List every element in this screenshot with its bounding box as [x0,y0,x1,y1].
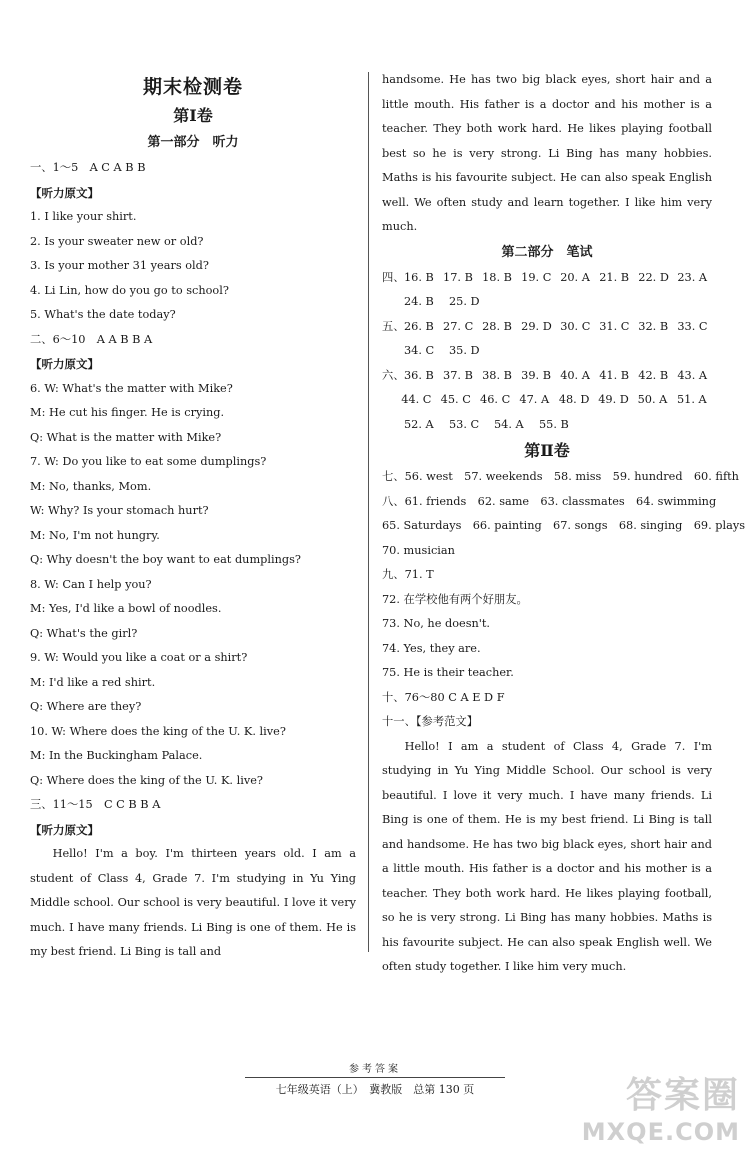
section-number [382,339,404,364]
answer-row [382,413,712,438]
answer-row [382,339,712,364]
text-line: 75. He is their teacher. [382,666,514,679]
answer-item: 41. B [599,368,630,382]
page-footer [235,1060,515,1097]
text-line: 70. musician [382,543,455,557]
text-line: 十、76～80 C A E D F [382,690,505,704]
text-line: 2. Is your sweater new or old? [30,234,204,248]
text-line: 一、1～5 A C A B B [30,161,146,174]
text-line: Q: Where are they? [30,700,142,713]
sample-essay: Hello! I am a student of Class 4, Grade 7. I'm studying in Yu Ying Middle School. Our school is very beautiful. I love it very much. I have many friends. Li Bing is one of them. He is my best friend. Li Bing is tall and handsome. He has two big black eyes, short hair and a little mouth. His father is a doctor and his mother is a teacher. They both work hard. He likes playing football, so he is very strong. Li Bing has many hobbies. Maths is his favourite subject. He can also speak English well. We often study together. I like him very much. [382,739,712,973]
answer-item: 29. D [521,319,552,333]
volume-one-heading: 第Ⅰ卷 [173,106,213,125]
watermark-text: 答案圈 [625,1075,740,1116]
text-line: 1. I like your shirt. [30,210,137,223]
text-line: 十一、【参考范文】 [382,715,479,728]
multiple-choice-answers [382,266,712,438]
watermark-logo [582,1067,740,1146]
footer-label: 参考答案 [349,1064,401,1075]
answer-item: 35. D [449,344,480,357]
answer-item: 55. B [539,417,569,431]
answer-item: 21. B [599,270,630,284]
section-number: 六、 [382,368,405,382]
text-line: 七、56. west 57. weekends 58. miss 59. hundred 60. fifth [382,470,739,483]
answer-item: 45. C [440,393,471,406]
text-line: 7. W: Do you like to eat some dumplings? [30,455,267,468]
text-line: Q: Where does the king of the U. K. live? [30,773,263,787]
answer-item: 54. A [494,417,524,431]
text-line: M: He cut his finger. He is crying. [30,406,225,419]
answer-item: 53. C [449,417,480,431]
watermark-url: MXQE.COM [581,1118,740,1146]
answer-item: 20. A [560,270,590,284]
text-line: 八、61. friends 62. same 63. classmates 64. swimming [382,494,717,508]
footer-page-info: 七年级英语（上） 冀教版 总第 130 页 [275,1083,475,1096]
answer-item: 18. B [482,270,512,284]
answer-item: 32. B [638,319,669,333]
text-line: 3. Is your mother 31 years old? [30,259,209,272]
text-line: 74. Yes, they are. [382,641,481,655]
section-number [382,413,404,438]
text-line: M: No, thanks, Mom. [30,479,152,493]
volume-two-heading: 第Ⅱ卷 [524,441,570,460]
exam-title: 期末检测卷 [142,76,243,98]
answer-item: 26. B [404,319,434,333]
written-answers [382,465,746,735]
section-number [382,388,401,413]
text-line: Q: What's the girl? [30,626,138,640]
answer-item: 40. A [560,368,590,382]
answer-item: 42. B [638,368,669,382]
listening-section-heading: 第一部分 听力 [147,135,239,150]
section-number: 五、 [382,319,405,333]
answer-row [382,388,712,413]
answer-item: 37. B [443,368,473,382]
text-line: 【听力原文】 [30,357,99,371]
answer-item: 33. C [677,319,708,333]
answer-item: 39. B [521,368,551,382]
written-section-heading: 第二部分 笔试 [501,244,593,260]
answer-item: 27. C [443,319,474,333]
text-line: 【听力原文】 [30,822,99,837]
answer-item: 30. C [560,319,591,333]
text-line: Q: What is the matter with Mike? [30,430,222,444]
answer-item: 31. C [599,319,630,333]
answer-item: 43. A [677,368,708,382]
answer-item: 38. B [482,368,512,382]
answer-row [382,315,712,340]
answer-item: 48. D [558,393,590,406]
text-line: 【听力原文】 [30,185,99,200]
text-line: 73. No, he doesn't. [382,617,491,630]
text-line: 4. Li Lin, how do you go to school? [30,283,229,297]
text-line: 8. W: Can I help you? [30,577,152,591]
text-line: 九、71. T [382,568,434,581]
answer-item: 16. B [404,270,434,284]
text-line: 10. W: Where does the king of the U. K. live? [30,724,286,738]
listening-passage-continued: handsome. He has two big black eyes, short hair and a little mouth. His father is a doctor and his mother is a teacher. They both work hard. He likes playing football best so he is very strong. Li Bing has many hobbies. Maths is his favourite subject. He can also speak English well. We often study and learn together. I like him very much. [382,73,712,233]
answer-item: 44. C [401,393,432,406]
text-line: 二、6～10 A A B B A [30,332,153,346]
answer-item: 17. B [443,270,473,284]
answer-row [382,266,712,291]
answer-item: 22. D [638,270,669,284]
left-column [30,68,356,965]
answer-item: 51. A [676,393,707,406]
answer-item: 36. B [404,368,434,382]
listening-passage: Hello! I'm a boy. I'm thirteen years old. I am a student of Class 4, Grade 7. I'm studying in Yu Ying Middle school. Our school is very beautiful. I love it very much. I have many friends. Li Bing is one of them. He is my best friend. Li Bing is tall and [30,847,356,958]
section-number: 四、 [382,270,405,284]
answer-item: 34. C [404,344,435,357]
answer-item: 47. A [519,393,550,406]
text-line: M: No, I'm not hungry. [30,528,160,542]
column-divider [368,72,369,952]
answer-item: 23. A [677,270,708,284]
answer-row [382,364,712,389]
answer-item: 19. C [521,270,552,284]
listening-answers [30,156,356,842]
text-line: M: In the Buckingham Palace. [30,749,203,762]
text-line: Q: Why doesn't the boy want to eat dumplings? [30,553,301,566]
text-line: 65. Saturdays 66. painting 67. songs 68. singing 69. plays [382,519,746,532]
section-number [382,290,404,315]
answer-item: 28. B [482,319,512,333]
text-line: M: I'd like a red shirt. [30,675,156,689]
answer-item: 49. D [598,393,629,406]
right-column [382,68,746,980]
footer-rule [245,1077,505,1078]
answer-item: 24. B [404,295,434,308]
text-line: 9. W: Would you like a coat or a shirt? [30,651,248,664]
answer-item: 46. C [480,393,511,406]
text-line: 三、11～15 C C B B A [30,798,161,811]
answer-item: 52. A [404,417,434,431]
text-line: 5. What's the date today? [30,308,176,321]
text-line: W: Why? Is your stomach hurt? [30,504,209,517]
text-line: 6. W: What's the matter with Mike? [30,381,233,395]
text-line: M: Yes, I'd like a bowl of noodles. [30,602,222,615]
answer-item: 50. A [637,393,668,406]
answer-item: 25. D [449,295,480,308]
answer-row [382,290,712,315]
text-line: 72. 在学校他有两个好朋友。 [382,592,528,606]
